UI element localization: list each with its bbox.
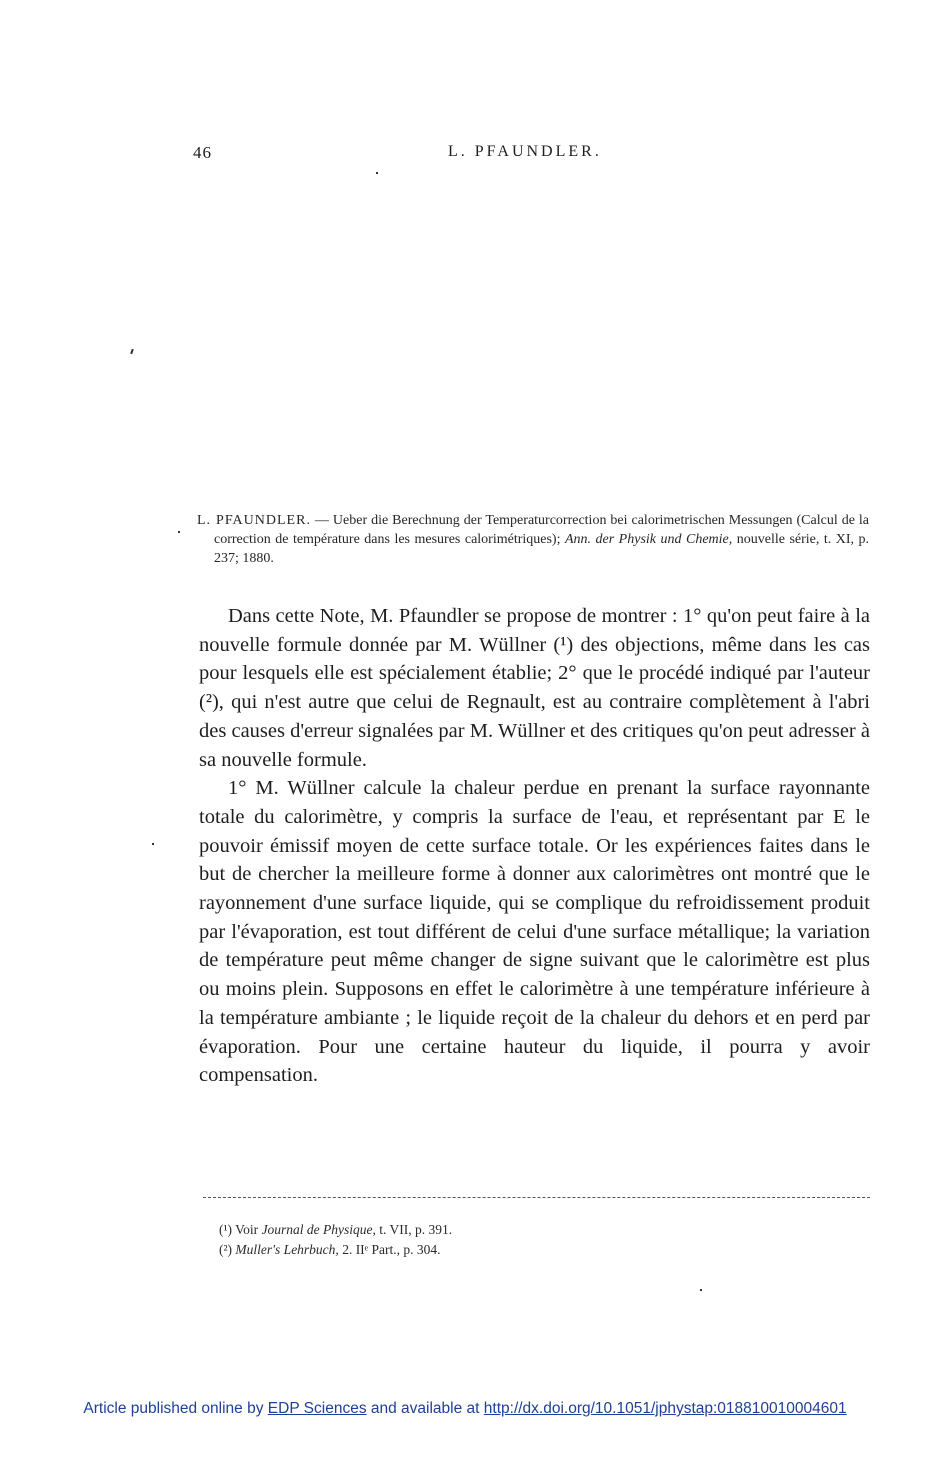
running-head: L. PFAUNDLER. [448, 143, 602, 160]
footnote-mark: (¹) Voir [219, 1222, 262, 1237]
banner-middle: and available at [366, 1400, 484, 1417]
footnote-ref: 2. IIᵉ Part., p. 304. [338, 1242, 441, 1257]
footnotes [219, 1220, 452, 1260]
abstract-block [197, 511, 869, 568]
scan-speck [700, 1289, 702, 1291]
footnote-divider [203, 1197, 870, 1199]
footnote-ref: t. VII, p. 391. [375, 1222, 453, 1237]
page-number: 46 [193, 143, 212, 162]
body-paragraph: 1° M. Wüllner calcule la chaleur perdue en prenant la surface rayonnante totale du calorimètre, y compris la surface de l'eau, et représentant par E le pouvoir émissif moyen de cette surface totale. Or les expériences faites dans le but de chercher la meilleure forme à donner aux calorimètres ont montré que le rayonnement d'une surface liquide, qui se complique du refroidissement produit par l'évaporation, est tout différent de celui d'une surface métallique; la variation de température peut même changer de signe suivant que le calorimètre est plus ou moins plein. Supposons en effet le calorimètre à une température inférieure à la température ambiante ; le liquide reçoit de la chaleur du dehors et en perd par évaporation. Pour une certaine hauteur du liquide, il pourra y avoir compensation. [199, 777, 870, 1087]
body-paragraph: Dans cette Note, M. Pfaundler se propose de montrer : 1° qu'on peut faire à la nouvelle formule donnée par M. Wüllner (¹) des objections, même dans les cas pour lesquels elle est spécialement établie; 2° que le procédé indiqué par l'auteur (²), qui n'est autre que celui de Regnault, est au contraire complètement à l'abri des causes d'erreur signalées par M. Wüllner et des critiques qu'on peut adresser à sa nouvelle formule. [199, 605, 870, 771]
abstract-citation: nouvelle série, t. XI, p. 237; 1880. [214, 532, 870, 566]
footnote-mark: (²) [219, 1242, 236, 1257]
abstract-title: — Ueber die Berechnung der Temperaturcorrection bei calorimetrischen Messungen (Calcul de la correction de température dans les mesures calorimétriques); [214, 513, 870, 547]
banner-prefix: Article published online by [83, 1400, 268, 1417]
abstract-journal: Ann. der Physik und Chemie, [564, 532, 733, 547]
article-body [199, 602, 870, 1090]
footnote-2 [219, 1240, 452, 1260]
scan-speck [178, 531, 180, 533]
publisher-link[interactable]: EDP Sciences [267, 1400, 367, 1417]
footnote-1 [219, 1220, 452, 1240]
scan-speck [130, 349, 134, 354]
abstract-paragraph [197, 511, 869, 568]
footnote-work: Muller's Lehrbuch, [235, 1242, 339, 1257]
footnote-work: Journal de Physique, [261, 1222, 376, 1237]
page-header [0, 143, 930, 167]
scan-speck [376, 172, 378, 174]
doi-link[interactable]: http://dx.doi.org/10.1051/jphystap:018810010004601 [483, 1400, 847, 1417]
publication-banner [0, 1400, 930, 1418]
abstract-author: L. PFAUNDLER. [197, 513, 311, 528]
scan-speck [152, 843, 154, 845]
